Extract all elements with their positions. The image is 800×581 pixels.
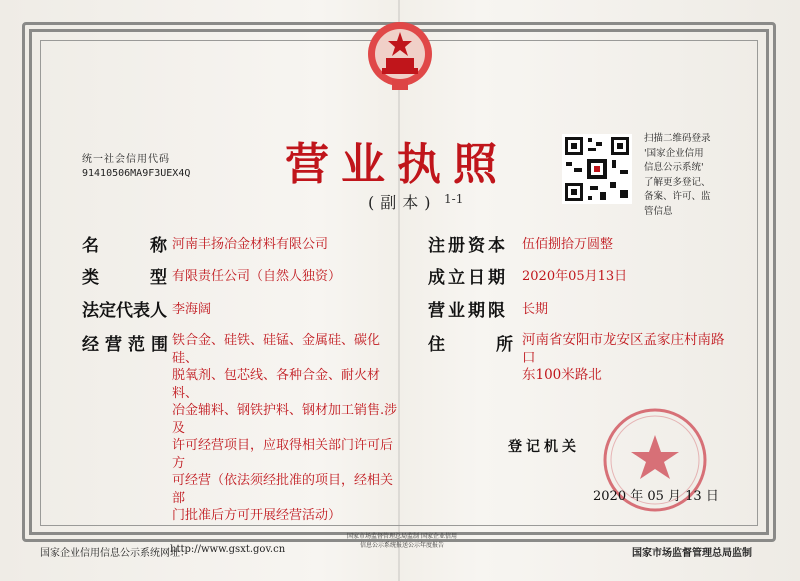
- established-label: 成立日期: [428, 268, 508, 288]
- type-value: 有限责任公司（自然人独资）: [172, 269, 342, 284]
- footer-site-label: 国家企业信用信息公示系统网址：: [40, 548, 190, 559]
- issue-date: 2020 年 05 月 13 日: [593, 489, 719, 504]
- qr-line: 管信息: [644, 205, 673, 217]
- qr-code-icon: [562, 134, 632, 204]
- footer-url[interactable]: http://www.gsxt.gov.cn: [170, 544, 286, 555]
- qr-line: '国家企业信用: [644, 147, 704, 159]
- capital-label: 注册资本: [428, 236, 508, 256]
- term-label: 营业期限: [428, 301, 508, 321]
- legal-rep-label: 法定代表人: [82, 301, 167, 321]
- scope-value: [172, 332, 402, 525]
- footer-supervisor: 国家市场监督管理总局监制: [632, 548, 752, 559]
- registration-authority: 登记机关: [508, 439, 580, 455]
- qr-line: 备案、许可、监: [644, 191, 711, 202]
- address-line: 河南省安阳市龙安区孟家庄村南路口: [522, 332, 725, 366]
- scope-line: 脱氧剂、包芯线、各种合金、耐火材料、: [172, 368, 381, 401]
- footer-center-text: 国家市场监督管理总局监制 国家企业信用信息公示系统报送公示年度报告: [347, 533, 457, 549]
- address-label: 住 所: [428, 335, 513, 355]
- term-value: 长期: [522, 302, 549, 317]
- name-value: 河南丰扬冶金材料有限公司: [172, 237, 329, 252]
- scope-line: 门批准后方可开展经营活动）: [172, 508, 342, 523]
- qr-instructions: [644, 132, 734, 219]
- scope-line: 铁合金、硅铁、硅锰、金属硅、碳化硅、: [172, 333, 381, 366]
- name-label: 名 称: [82, 236, 167, 256]
- qr-line: 了解更多登记、: [644, 176, 711, 188]
- scope-line: 可经营（依法须经批准的项目，经相关部: [172, 473, 394, 506]
- type-label: 类 型: [82, 268, 167, 288]
- qr-line: 信息公示系统': [644, 162, 704, 173]
- established-value: 2020年05月13日: [522, 269, 628, 284]
- page-title: 营业执照: [285, 139, 509, 190]
- scope-label: 经营范围: [82, 335, 174, 355]
- capital-value: 伍佰捌拾万圆整: [522, 237, 614, 252]
- scope-line: 冶金辅料、钢铁护料、钢材加工销售.涉及: [172, 403, 398, 436]
- copy-number: 1-1: [444, 192, 464, 206]
- scope-line: 许可经营项目，应取得相关部门许可后方: [172, 438, 394, 471]
- address-value: [522, 332, 732, 385]
- credit-code-value: 91410506MA9F3UEX4Q: [82, 168, 191, 179]
- copy-label: (副本): [368, 193, 437, 212]
- legal-rep-value: 李海阔: [172, 302, 212, 317]
- national-emblem-icon: [362, 18, 438, 94]
- address-line: 东100米路北: [522, 367, 602, 383]
- credit-code-label: 统一社会信用代码: [82, 154, 170, 165]
- qr-line: 扫描二维码登录: [644, 133, 711, 144]
